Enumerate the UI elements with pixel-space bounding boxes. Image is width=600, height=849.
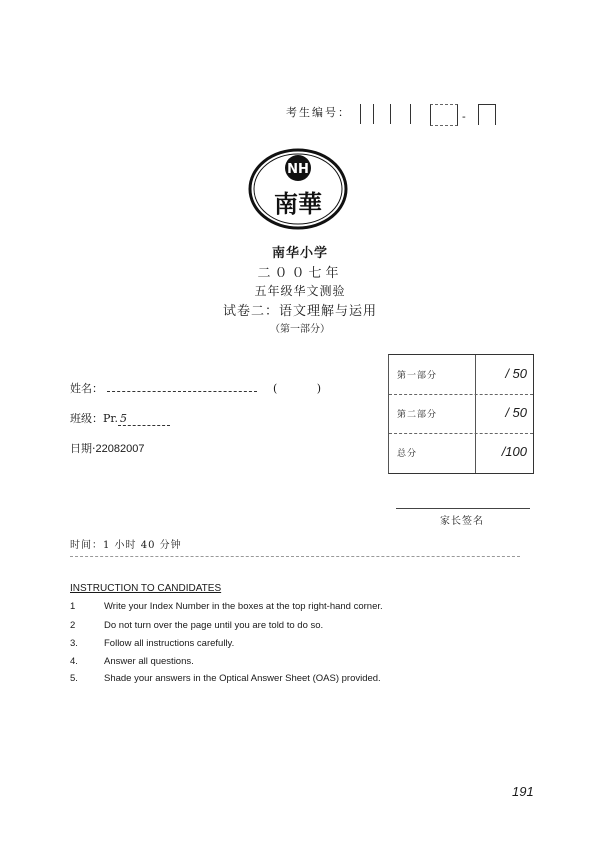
score-row <box>389 394 533 434</box>
instruction-item <box>70 601 383 612</box>
instruction-item <box>70 673 381 684</box>
page-number: 191 <box>512 784 534 799</box>
school-logo <box>248 148 348 230</box>
instruction-number: 4. <box>70 656 78 667</box>
instruction-text: Shade your answers in the Optical Answer Sheet (OAS) provided. <box>104 673 381 684</box>
instruction-text: Answer all questions. <box>104 656 194 667</box>
index-box[interactable] <box>478 104 496 125</box>
date-row <box>70 440 144 456</box>
score-value[interactable]: / 50 <box>505 405 527 420</box>
name-row <box>70 380 339 396</box>
instruction-text: Write your Index Number in the boxes at the top right-hand corner. <box>104 601 383 612</box>
class-field[interactable]: 5 <box>118 412 170 426</box>
name-field[interactable] <box>107 381 257 392</box>
date-field[interactable]: 22082007 <box>95 443 145 455</box>
instruction-number: 3. <box>70 638 78 649</box>
parent-signature-label: 家长签名 <box>440 516 484 527</box>
school-name: 南华小学 <box>271 246 328 261</box>
index-box[interactable] <box>390 104 397 124</box>
parent-signature-line[interactable] <box>396 508 530 509</box>
instructions-title: INSTRUCTION TO CANDIDATES <box>70 583 222 594</box>
paper-part: （第一部分） <box>270 324 330 335</box>
instruction-number: 1 <box>70 601 76 612</box>
score-label: 第二部分 <box>397 410 438 420</box>
name-label: 姓名： <box>70 382 103 395</box>
score-row <box>389 433 533 472</box>
instruction-item <box>70 656 194 667</box>
index-box[interactable] <box>410 104 419 124</box>
instruction-number: 5. <box>70 673 78 684</box>
score-value[interactable]: /100 <box>501 444 527 459</box>
instruction-number: 2 <box>70 620 76 631</box>
exam-duration: 时间：1 小时 40 分钟 <box>70 540 182 551</box>
class-row <box>70 410 170 426</box>
divider <box>70 556 520 557</box>
score-value[interactable]: / 50 <box>505 366 527 381</box>
score-label: 总分 <box>397 449 418 459</box>
date-label: 日期· <box>70 442 96 455</box>
instruction-text: Do not turn over the page until you are told to do so. <box>104 620 324 631</box>
score-label: 第一部分 <box>397 371 438 381</box>
class-label: 班级：Pr. <box>70 412 118 425</box>
index-box[interactable] <box>360 104 374 124</box>
instruction-text: Follow all instructions carefully. <box>104 638 235 649</box>
index-dash: - <box>462 110 466 123</box>
paper-title: 试卷二：语文理解与运用 <box>222 304 377 319</box>
logo-badge-text: NH <box>287 162 309 177</box>
logo-chinese-text: 南華 <box>274 190 322 218</box>
instruction-item <box>70 620 323 631</box>
exam-grade-title: 五年级华文测验 <box>254 284 346 298</box>
score-row <box>389 355 533 395</box>
instruction-item <box>70 638 234 649</box>
score-table <box>388 354 534 474</box>
index-number-label: 考生编号： <box>286 106 351 119</box>
register-number-field[interactable]: ( ) <box>273 382 340 395</box>
exam-year: 二００七年 <box>257 266 343 281</box>
index-box[interactable] <box>430 104 458 126</box>
